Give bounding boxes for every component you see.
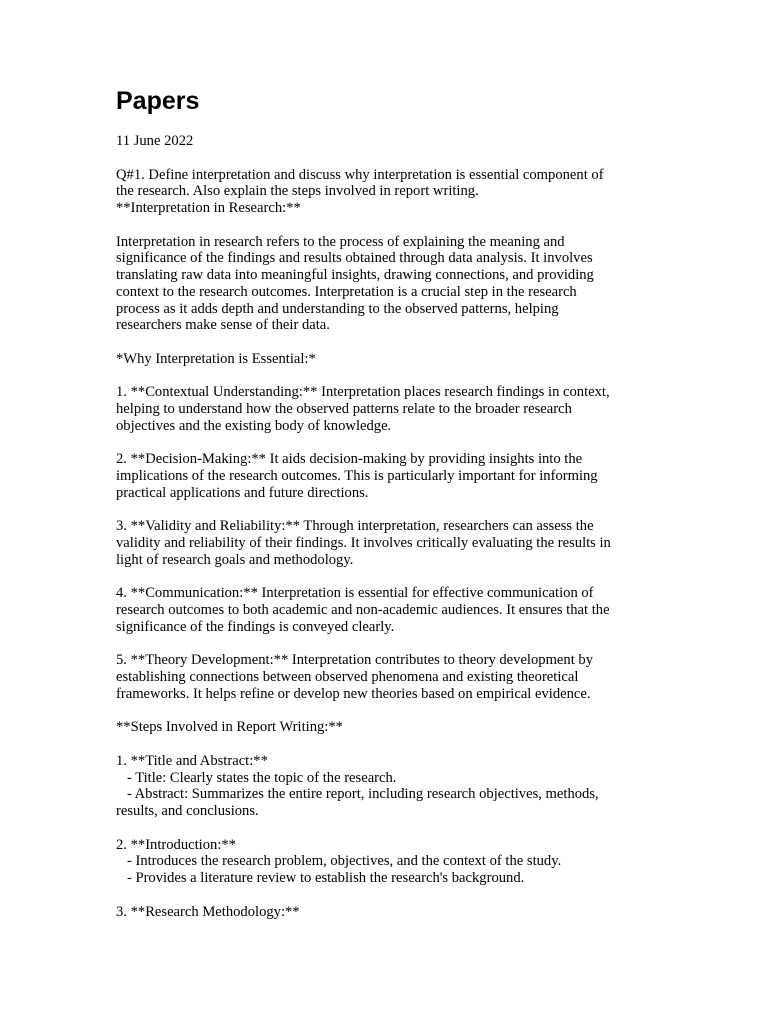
text-line: frameworks. It helps refine or develop new theories based on empirical evidence. bbox=[116, 685, 591, 702]
text-line: - Provides a literature review to establish the research's background. bbox=[116, 870, 525, 886]
blank-line bbox=[116, 217, 656, 234]
text-line: **Steps Involved in Report Writing:** bbox=[116, 719, 343, 736]
text-line: 4. **Communication:** Interpretation is essential for effective communication of bbox=[116, 585, 594, 602]
text-line: significance of the findings is conveyed clearly. bbox=[116, 618, 395, 635]
text-line: 2. **Introduction:** bbox=[116, 836, 236, 853]
blank-line bbox=[116, 368, 656, 385]
text-line: *Why Interpretation is Essential:* bbox=[116, 350, 316, 367]
document-title: Papers bbox=[116, 87, 200, 115]
blank-line bbox=[116, 636, 656, 653]
text-line: objectives and the existing body of knowledge. bbox=[116, 417, 392, 434]
blank-line bbox=[116, 703, 656, 720]
text-line: **Interpretation in Research:** bbox=[116, 200, 301, 216]
text-line: process as it adds depth and understanding to the observed patterns, helping bbox=[116, 300, 559, 317]
blank-line bbox=[116, 150, 656, 167]
blank-line bbox=[116, 820, 656, 837]
text-line: Q#1. Define interpretation and discuss why interpretation is essential component of bbox=[116, 166, 604, 183]
text-line: researchers make sense of their data. bbox=[116, 317, 330, 334]
text-line: the research. Also explain the steps involved in report writing. bbox=[116, 183, 479, 200]
text-line: results, and conclusions. bbox=[116, 803, 259, 819]
text-line: 3. **Research Methodology:** bbox=[116, 903, 300, 920]
text-line: 1. **Contextual Understanding:** Interpretation places research findings in context, bbox=[116, 384, 610, 401]
text-line: translating raw data into meaningful insights, drawing connections, and providing bbox=[116, 267, 594, 283]
text-line: helping to understand how the observed patterns relate to the broader research bbox=[116, 401, 572, 417]
blank-line bbox=[116, 736, 656, 753]
text-line: 11 June 2022 bbox=[116, 133, 194, 149]
text-line: 1. **Title and Abstract:** bbox=[116, 752, 268, 769]
document-page bbox=[116, 84, 656, 920]
text-line: light of research goals and methodology. bbox=[116, 551, 354, 568]
text-line: Interpretation in research refers to the process of explaining the meaning and bbox=[116, 233, 565, 250]
text-line: significance of the findings and results obtained through data analysis. It involves bbox=[116, 250, 593, 267]
text-line: - Introduces the research problem, objectives, and the context of the study. bbox=[116, 853, 562, 870]
text-line: - Title: Clearly states the topic of the research. bbox=[116, 769, 397, 786]
text-line: - Abstract: Summarizes the entire report, including research objectives, methods, bbox=[116, 786, 599, 803]
blank-line bbox=[116, 435, 656, 452]
text-line: 3. **Validity and Reliability:** Through interpretation, researchers can assess the bbox=[116, 518, 594, 535]
text-line: establishing connections between observed phenomena and existing theoretical bbox=[116, 669, 579, 685]
blank-line bbox=[116, 569, 656, 586]
text-line: research outcomes to both academic and non-academic audiences. It ensures that the bbox=[116, 602, 610, 618]
text-line: 2. **Decision-Making:** It aids decision-making by providing insights into the bbox=[116, 451, 583, 468]
text-line: context to the research outcomes. Interpretation is a crucial step in the research bbox=[116, 283, 577, 300]
text-line: implications of the research outcomes. This is particularly important for informing bbox=[116, 468, 598, 484]
document-body bbox=[116, 133, 656, 920]
blank-line bbox=[116, 334, 656, 351]
blank-line bbox=[116, 502, 656, 519]
text-line: validity and reliability of their findings. It involves critically evaluating the results in bbox=[116, 535, 611, 551]
text-line: practical applications and future directions. bbox=[116, 484, 369, 501]
text-line: 5. **Theory Development:** Interpretation contributes to theory development by bbox=[116, 652, 594, 669]
blank-line bbox=[116, 887, 656, 904]
